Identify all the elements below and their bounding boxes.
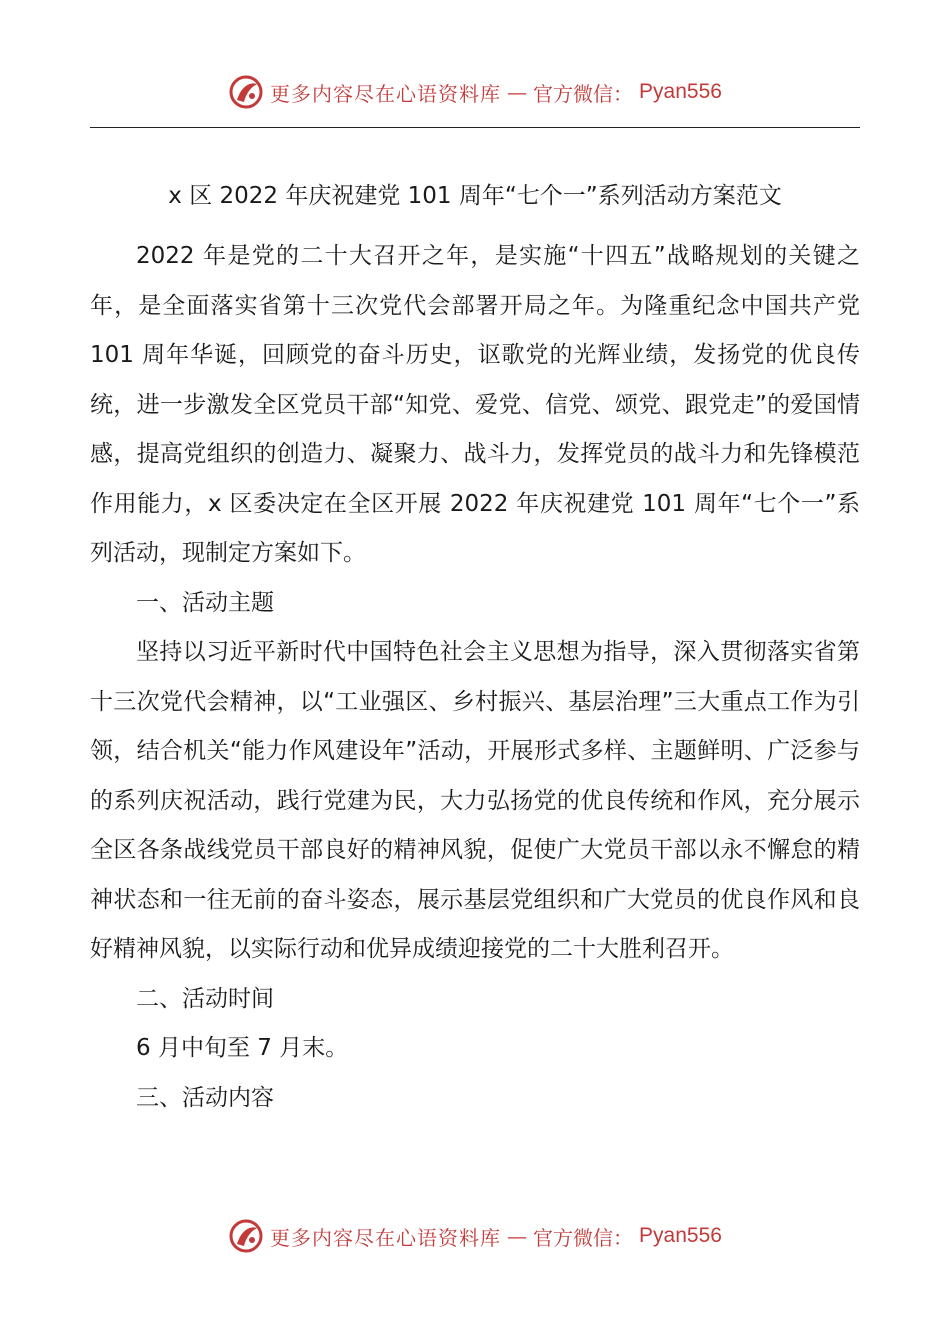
- watermark-contact-label: 官方微信：: [533, 1225, 634, 1250]
- paragraph-intro: 2022 年是党的二十大召开之年，是实施“十四五”战略规划的关键之年，是全面落实省第十三次党代会部署开局之年。为隆重纪念中国共产党 101 周年华诞，回顾党的奋斗历史，讴歌党的光辉业绩，发扬党的优良传统，进一步激发全区党员干部“知党、爱党、信党、颂党、跟党走”的爱国情感，提高党组织的创造力、凝聚力、战斗力，发挥党员的战斗力和先锋模范作用能力，x 区委决定在全区开展 2022 年庆祝建党 101 周年“七个一”系列活动，现制定方案如下。: [90, 243, 860, 566]
- page-footer-watermark: [0, 1216, 950, 1256]
- watermark-contact-id: Pyan556: [639, 80, 722, 103]
- watermark-contact-id: Pyan556: [639, 1224, 722, 1247]
- paragraph-activity-time: 6 月中旬至 7 月末。: [136, 1035, 349, 1061]
- document-title: x 区 2022 年庆祝建党 101 周年“七个一”系列活动方案范文: [168, 183, 782, 209]
- watermark-brand-text: 更多内容尽在心语资料库: [270, 81, 502, 106]
- brand-logo-icon: [228, 1218, 264, 1254]
- page-header-watermark: [0, 72, 950, 112]
- watermark-brand-text: 更多内容尽在心语资料库: [270, 1225, 502, 1250]
- document-body: [90, 232, 860, 1123]
- paragraph-activity-theme: 坚持以习近平新时代中国特色社会主义思想为指导，深入贯彻落实省第十三次党代会精神，以“工业强区、乡村振兴、基层治理”三大重点工作为引领，结合机关“能力作风建设年”活动，开展形式多样、主题鲜明、广泛参与的系列庆祝活动，践行党建为民，大力弘扬党的优良传统和作风，充分展示全区各条战线党员干部良好的精神风貌，促使广大党员干部以永不懈怠的精神状态和一往无前的奋斗姿态，展示基层党组织和广大党员的优良作风和良好精神风貌，以实际行动和优异成绩迎接党的二十大胜利召开。: [90, 639, 860, 962]
- heading-activity-content: 三、活动内容: [136, 1084, 274, 1111]
- heading-activity-time: 二、活动时间: [136, 985, 274, 1012]
- watermark-separator: —: [507, 80, 528, 104]
- brand-logo-icon: [228, 74, 264, 110]
- watermark-contact-label: 官方微信：: [533, 81, 634, 106]
- watermark-separator: —: [507, 1224, 528, 1248]
- heading-activity-theme: 一、活动主题: [136, 589, 274, 616]
- header-divider: [90, 127, 860, 128]
